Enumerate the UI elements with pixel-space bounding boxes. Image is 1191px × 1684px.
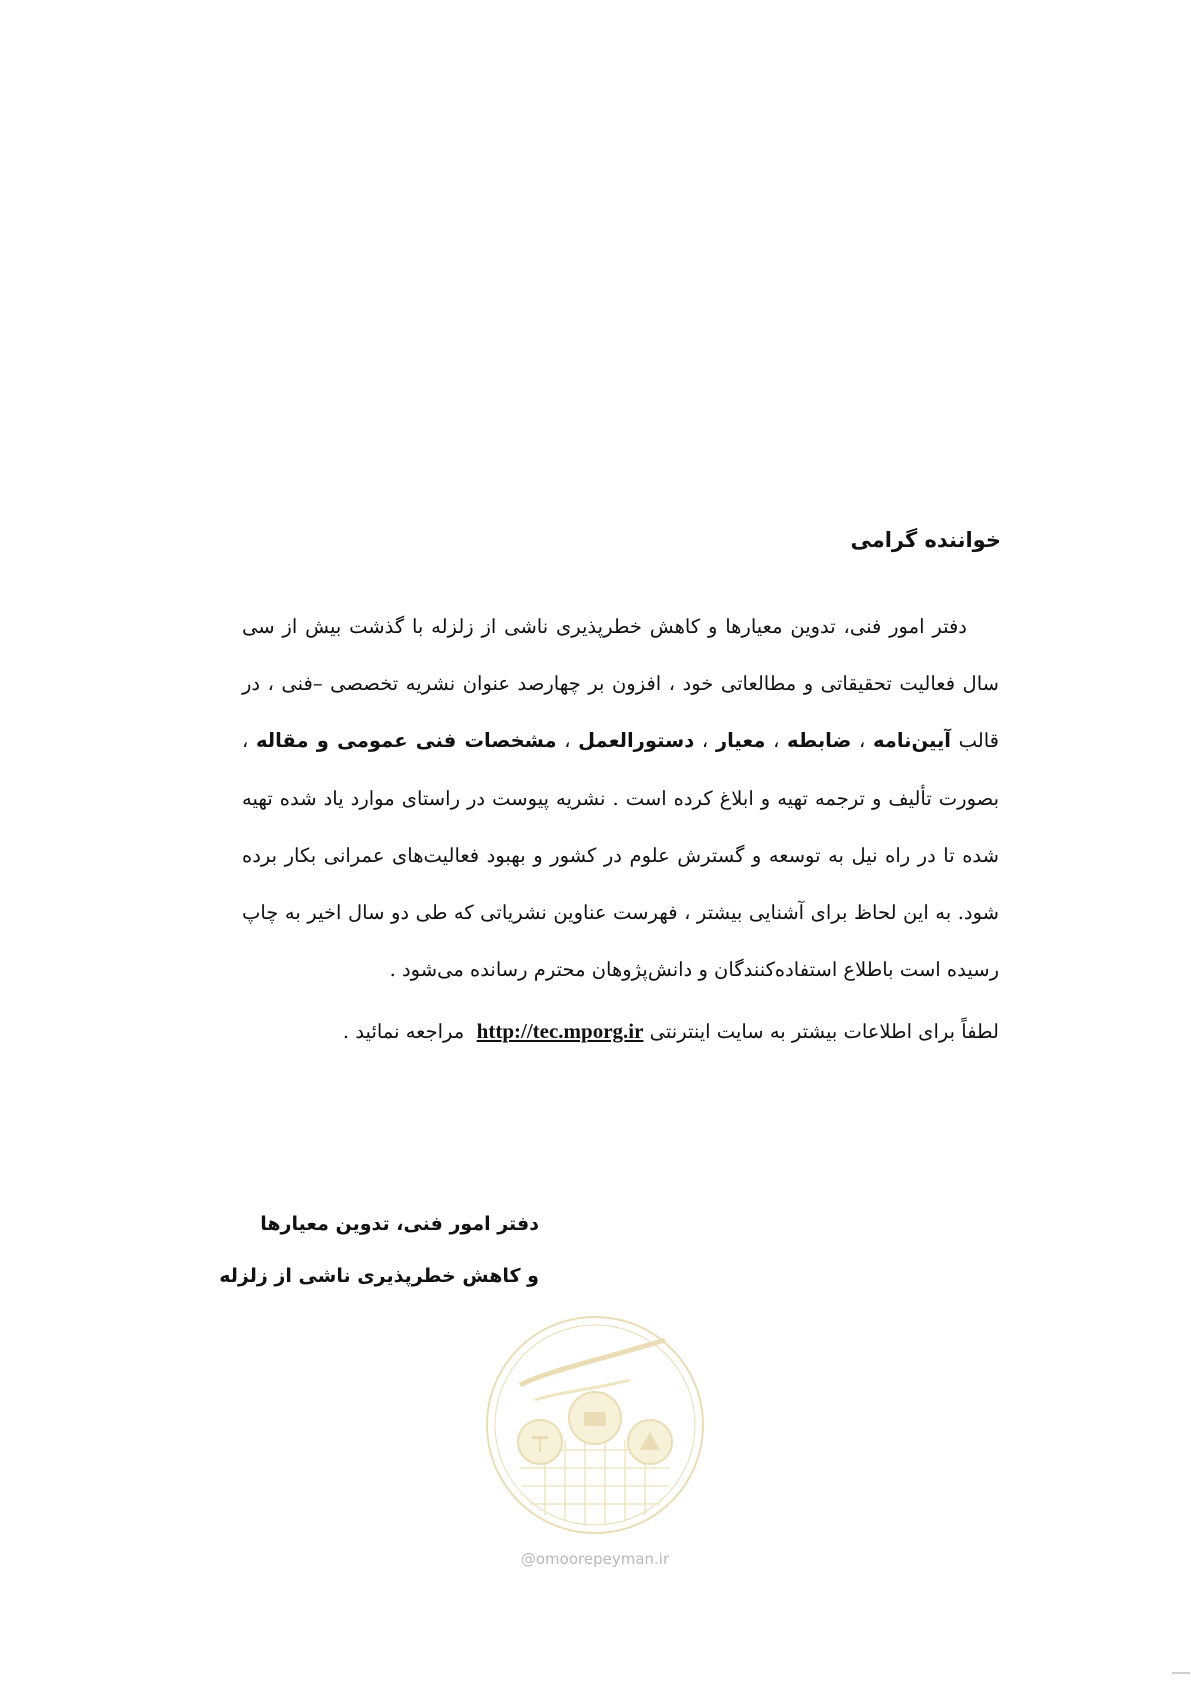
paragraph-text-end: ، بصورت تألیف و ترجمه تهیه و ابلاغ کرده است . نشریه پیوست در راستای موارد یاد شده تهیه شده تا در راه نیل به توسعه و گسترش علوم در کشور و بهبود فعالیت‌های عمرانی بکار برده شود. به این لحاظ برای آشنایی بیشتر ، فهرست عناوین نشریاتی که طی دو سال اخیر به چاپ رسیده است باطلاع استفاده‌کنندگان و دانش‌پژوهان محترم رسانده می‌شود .: [242, 729, 999, 982]
term-regulation: آیین‌نامه: [872, 729, 951, 753]
separator: ،: [851, 729, 873, 753]
watermark-logo-icon: [480, 1300, 710, 1550]
signature-block: [219, 1198, 539, 1302]
watermark-site: @omoorepeyman.ir: [520, 1550, 670, 1568]
separator: ،: [694, 729, 716, 753]
signature-line-1: دفتر امور فنی، تدوین معیارها: [260, 1213, 539, 1235]
more-info-suffix: مراجعه نمائید .: [342, 1020, 465, 1043]
separator: ،: [765, 729, 788, 753]
signature-line-2: و کاهش خطرپذیری ناشی از زلزله: [219, 1265, 539, 1287]
term-guideline: دستورالعمل: [578, 729, 695, 753]
edge-mark: [1172, 1672, 1190, 1674]
term-standard: معیار: [715, 729, 766, 753]
more-info-prefix: لطفاً برای اطلاعات بیشتر به سایت اینترنتی: [649, 1020, 999, 1043]
intro-paragraph: [242, 598, 999, 998]
term-criterion: ضابطه: [787, 729, 852, 753]
paragraph-text-start: دفتر امور فنی، تدوین معیارها و کاهش خطرپذیری ناشی از زلزله با گذشت بیش از سی سال فعالیت تحقیقاتی و مطالعاتی خود ، افزون بر چهارصد عنوان نشریه تخصصی –فنی ، در قالب: [242, 615, 1000, 753]
website-link[interactable]: http://tec.mporg.ir: [476, 1019, 644, 1043]
term-specifications: مشخصات فنی عمومی و مقاله: [255, 729, 557, 753]
separator: ،: [556, 729, 579, 753]
more-info-line: [343, 1019, 999, 1044]
page-heading: خواننده گرامی: [850, 528, 1001, 552]
